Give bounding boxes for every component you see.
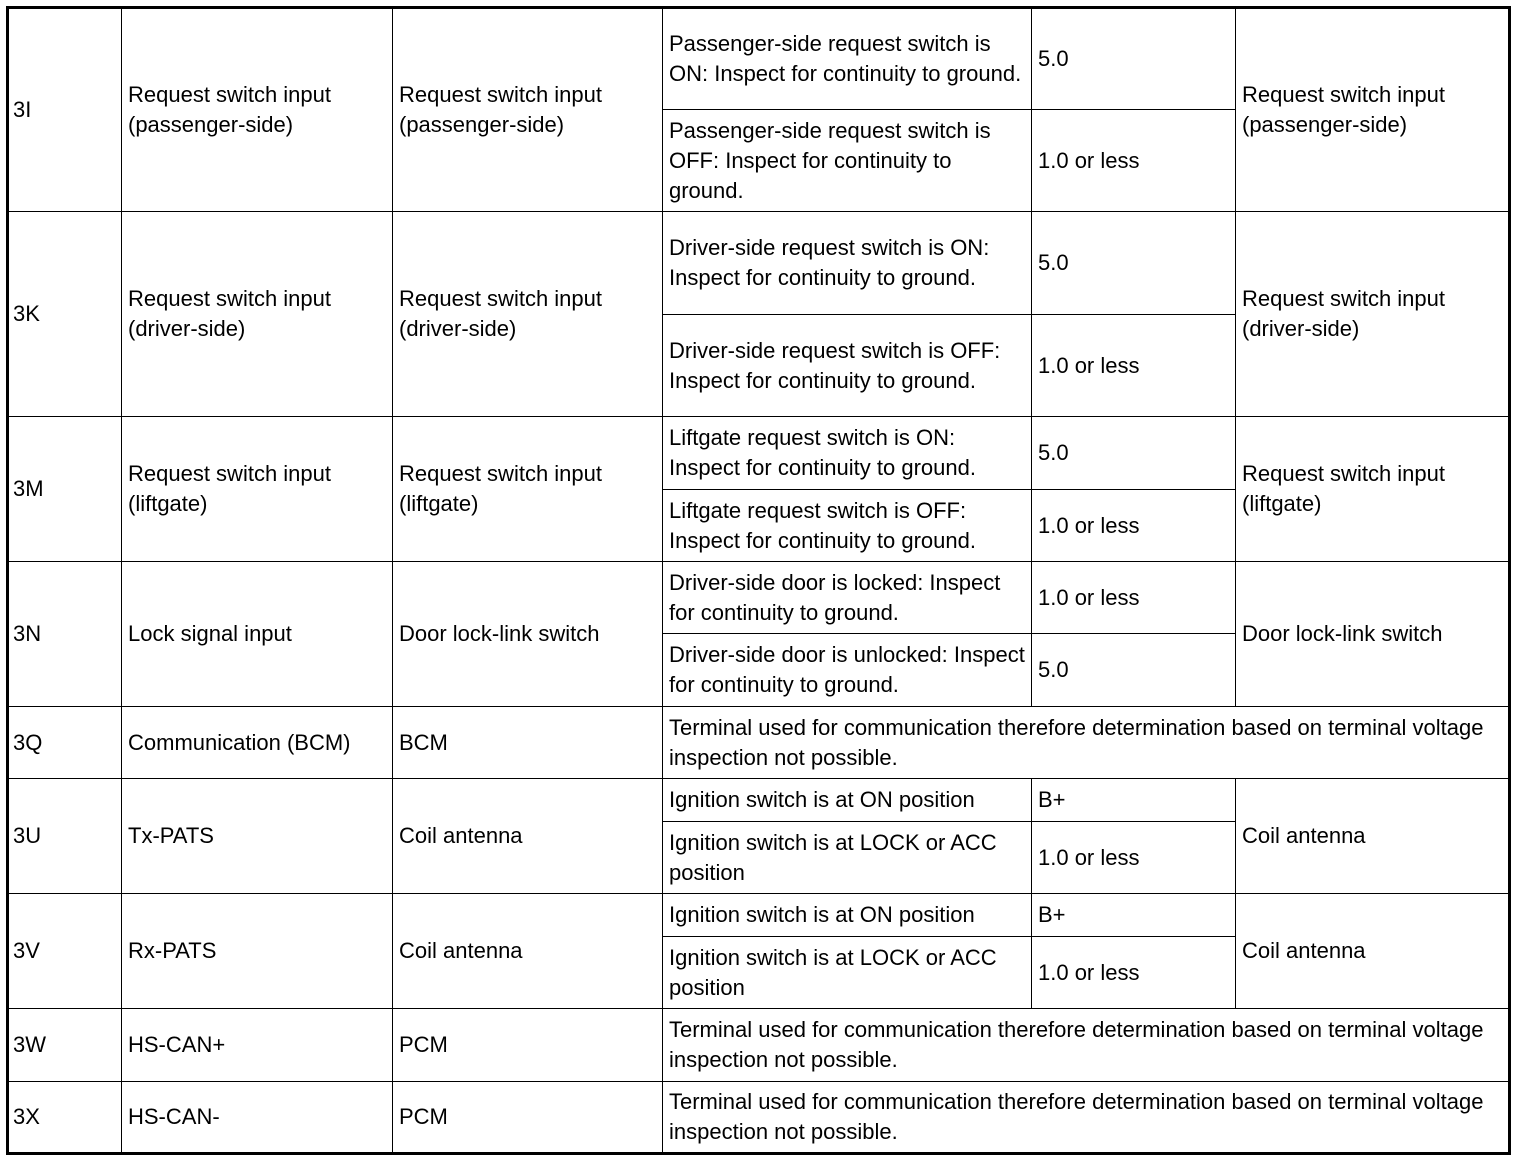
table-row xyxy=(8,1082,1510,1154)
terminal-cell: 3V xyxy=(8,894,122,1009)
value-cell: 5.0 xyxy=(1032,417,1236,490)
condition-cell: Ignition switch is at LOCK or ACC position xyxy=(663,822,1032,894)
connected-to-cell: BCM xyxy=(393,707,663,779)
connected-to-cell: Door lock-link switch xyxy=(393,562,663,707)
signal-cell: Request switch input (driver-side) xyxy=(122,212,393,417)
action-cell: Door lock-link switch xyxy=(1236,562,1510,707)
terminal-cell: 3K xyxy=(8,212,122,417)
signal-cell: HS-CAN- xyxy=(122,1082,393,1154)
connected-to-cell: PCM xyxy=(393,1009,663,1082)
signal-cell: HS-CAN+ xyxy=(122,1009,393,1082)
condition-cell: Passenger-side request switch is ON: Inspect for continuity to ground. xyxy=(663,8,1032,110)
connected-to-cell: Coil antenna xyxy=(393,894,663,1009)
terminal-cell: 3X xyxy=(8,1082,122,1154)
condition-cell: Driver-side request switch is OFF: Inspect for continuity to ground. xyxy=(663,315,1032,417)
terminal-cell: 3Q xyxy=(8,707,122,779)
condition-cell: Liftgate request switch is OFF: Inspect for continuity to ground. xyxy=(663,490,1032,562)
condition-cell: Driver-side door is locked: Inspect for continuity to ground. xyxy=(663,562,1032,634)
value-cell: 1.0 or less xyxy=(1032,937,1236,1009)
connected-to-cell: Request switch input (liftgate) xyxy=(393,417,663,562)
connected-to-cell: Request switch input (passenger-side) xyxy=(393,8,663,212)
signal-cell: Rx-PATS xyxy=(122,894,393,1009)
terminal-cell: 3I xyxy=(8,8,122,212)
action-cell: Request switch input (passenger-side) xyxy=(1236,8,1510,212)
note-cell: Terminal used for communication therefore determination based on terminal voltage inspection not possible. xyxy=(663,1082,1510,1154)
value-cell: 1.0 or less xyxy=(1032,490,1236,562)
value-cell: 1.0 or less xyxy=(1032,110,1236,212)
table-row xyxy=(8,417,1510,490)
action-cell: Request switch input (liftgate) xyxy=(1236,417,1510,562)
value-cell: 5.0 xyxy=(1032,634,1236,707)
note-cell: Terminal used for communication therefore determination based on terminal voltage inspection not possible. xyxy=(663,1009,1510,1082)
condition-cell: Ignition switch is at LOCK or ACC position xyxy=(663,937,1032,1009)
action-cell: Request switch input (driver-side) xyxy=(1236,212,1510,417)
value-cell: 1.0 or less xyxy=(1032,562,1236,634)
value-cell: 1.0 or less xyxy=(1032,315,1236,417)
signal-cell: Tx-PATS xyxy=(122,779,393,894)
condition-cell: Liftgate request switch is ON: Inspect for continuity to ground. xyxy=(663,417,1032,490)
connected-to-cell: Request switch input (driver-side) xyxy=(393,212,663,417)
condition-cell: Passenger-side request switch is OFF: Inspect for continuity to ground. xyxy=(663,110,1032,212)
condition-cell: Driver-side request switch is ON: Inspect for continuity to ground. xyxy=(663,212,1032,315)
terminal-cell: 3N xyxy=(8,562,122,707)
note-cell: Terminal used for communication therefore determination based on terminal voltage inspection not possible. xyxy=(663,707,1510,779)
value-cell: 5.0 xyxy=(1032,212,1236,315)
table-row xyxy=(8,562,1510,634)
action-cell: Coil antenna xyxy=(1236,894,1510,1009)
table-row xyxy=(8,8,1510,110)
signal-cell: Request switch input (passenger-side) xyxy=(122,8,393,212)
action-cell: Coil antenna xyxy=(1236,779,1510,894)
signal-cell: Communication (BCM) xyxy=(122,707,393,779)
table-row xyxy=(8,212,1510,315)
table-row xyxy=(8,1009,1510,1082)
value-cell: B+ xyxy=(1032,779,1236,822)
connected-to-cell: Coil antenna xyxy=(393,779,663,894)
terminal-cell: 3M xyxy=(8,417,122,562)
value-cell: 5.0 xyxy=(1032,8,1236,110)
terminal-cell: 3U xyxy=(8,779,122,894)
condition-cell: Ignition switch is at ON position xyxy=(663,779,1032,822)
table-row xyxy=(8,707,1510,779)
signal-cell: Request switch input (liftgate) xyxy=(122,417,393,562)
condition-cell: Driver-side door is unlocked: Inspect for continuity to ground. xyxy=(663,634,1032,707)
value-cell: B+ xyxy=(1032,894,1236,937)
value-cell: 1.0 or less xyxy=(1032,822,1236,894)
connected-to-cell: PCM xyxy=(393,1082,663,1154)
terminal-cell: 3W xyxy=(8,1009,122,1082)
table-row xyxy=(8,894,1510,937)
signal-cell: Lock signal input xyxy=(122,562,393,707)
table-row xyxy=(8,779,1510,822)
condition-cell: Ignition switch is at ON position xyxy=(663,894,1032,937)
terminal-inspection-table xyxy=(6,6,1511,1155)
